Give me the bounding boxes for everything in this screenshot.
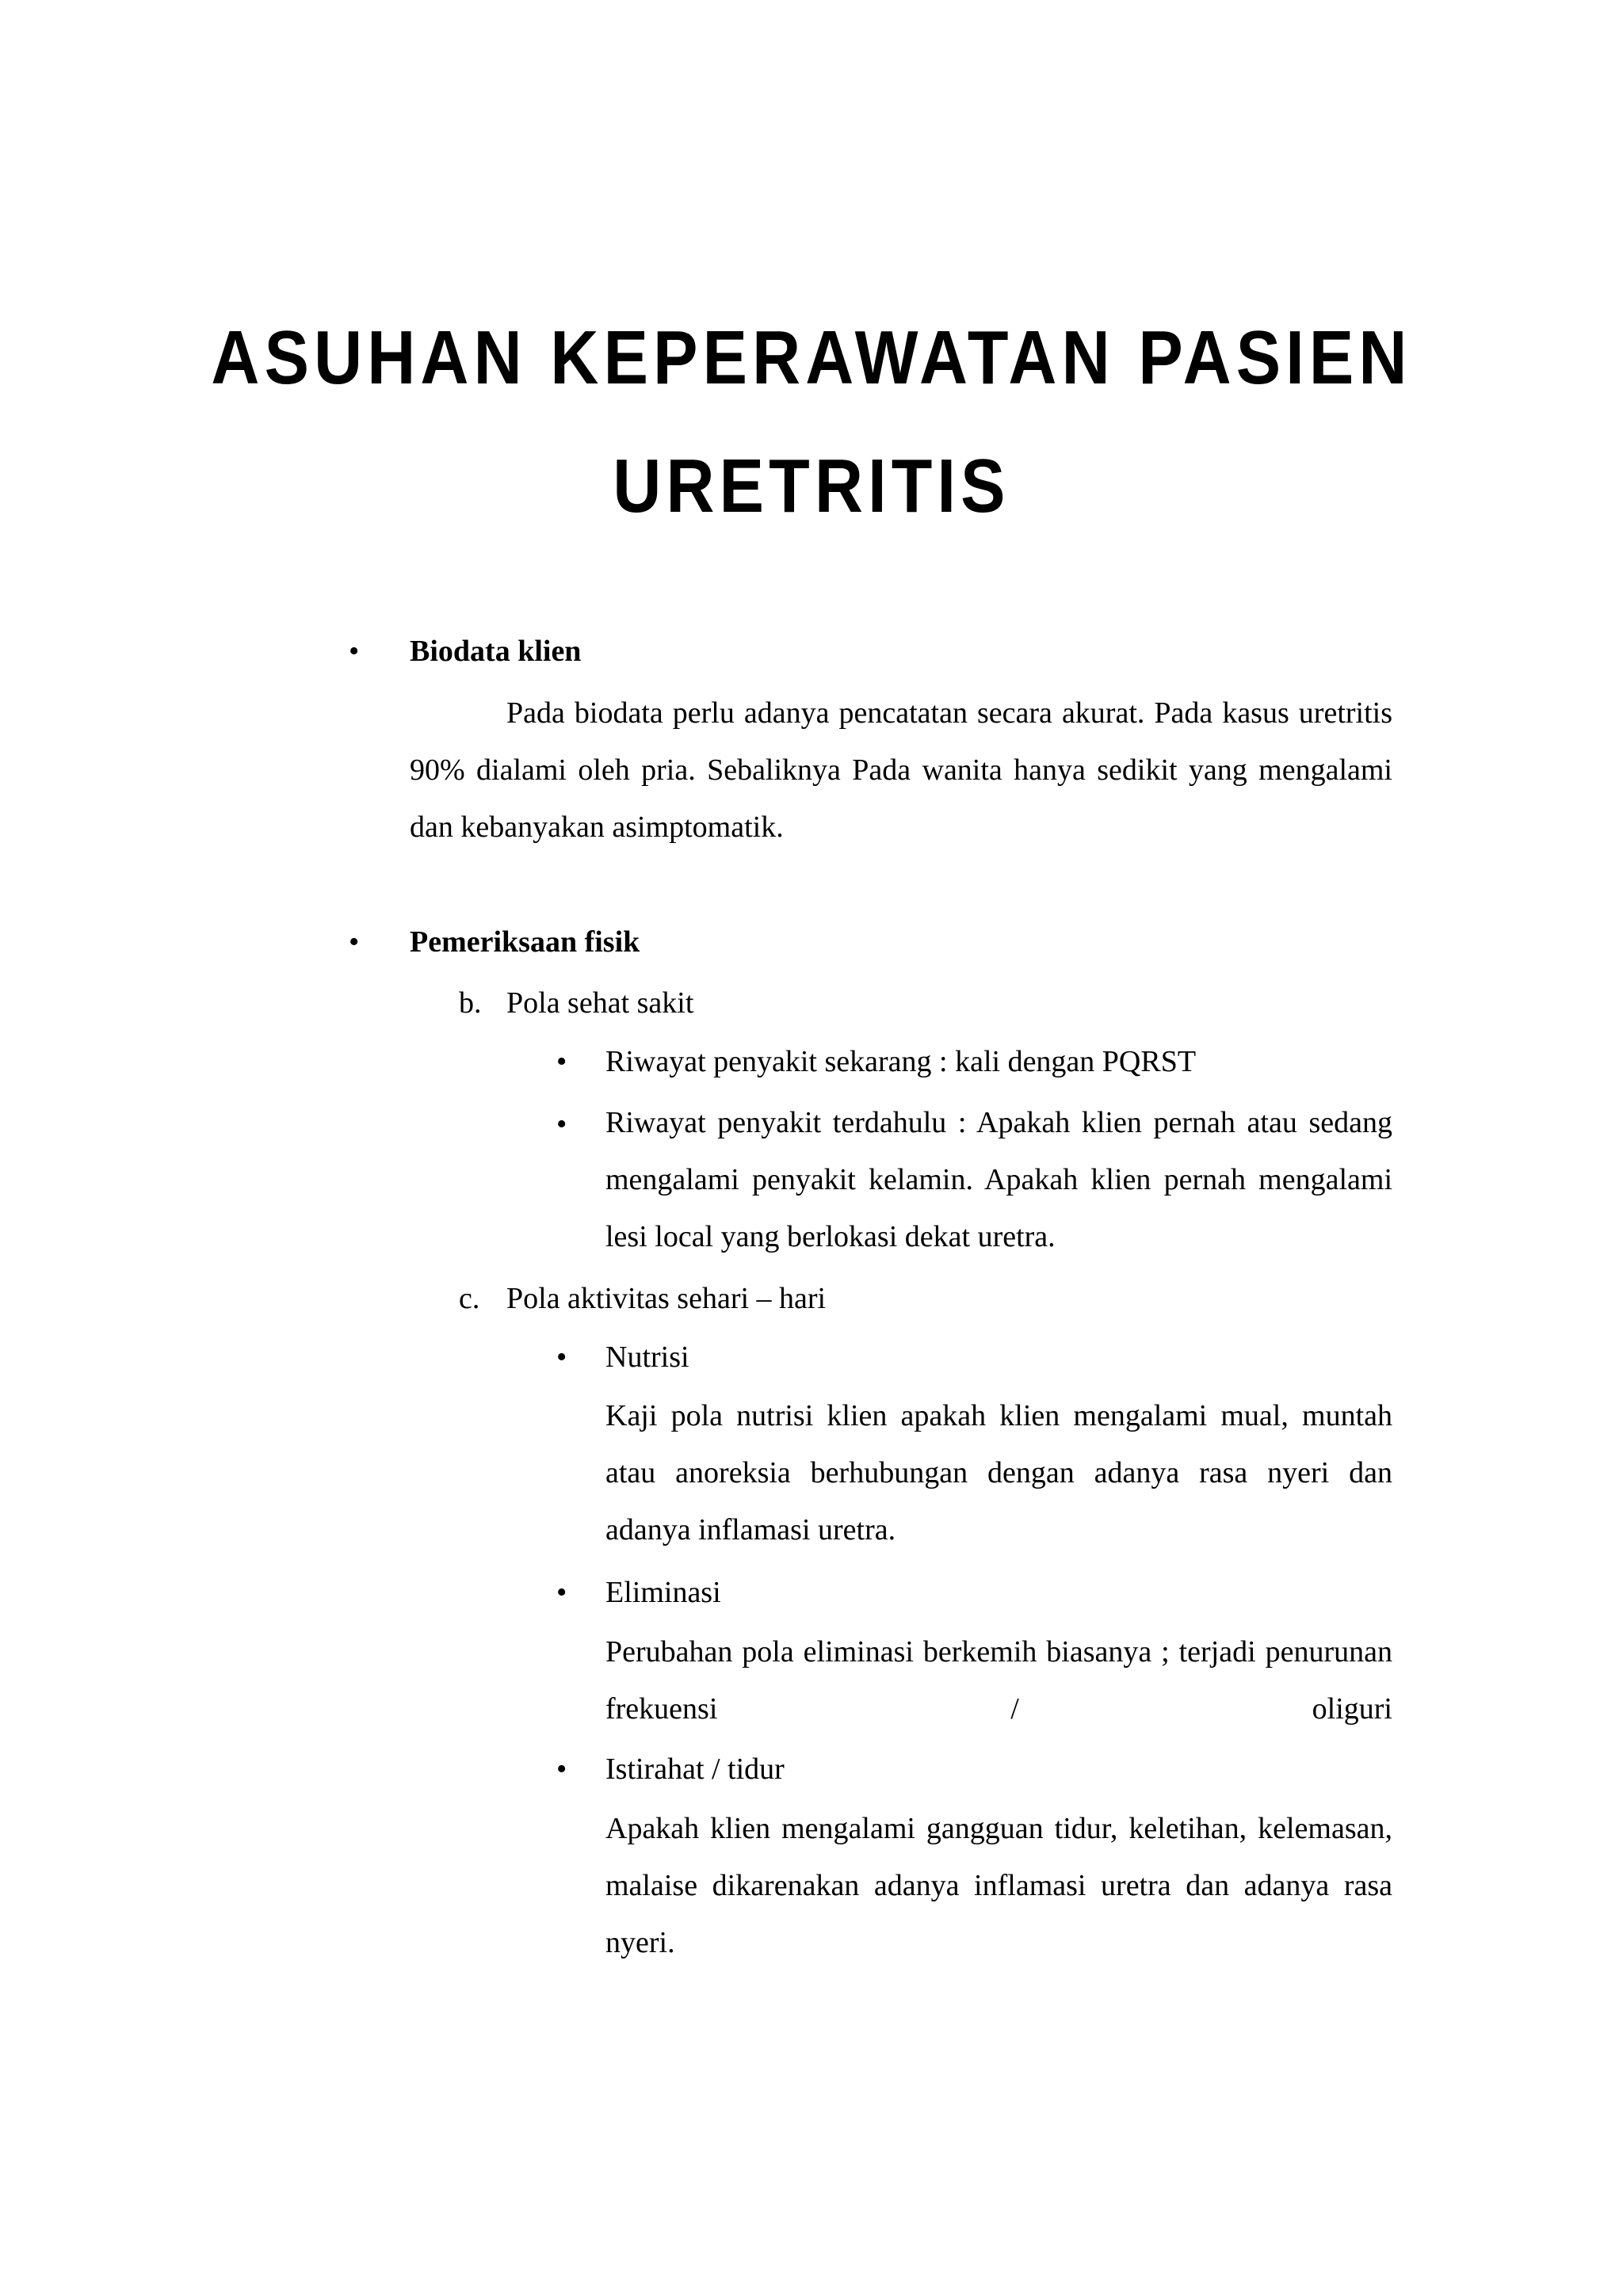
bullet: •	[349, 925, 360, 959]
bullet: •	[556, 1108, 567, 1141]
bullet: •	[556, 1341, 567, 1374]
bullet: •	[556, 1045, 567, 1078]
title-line-2: URETRITIS	[613, 444, 1010, 528]
sub-item-b	[459, 986, 693, 1020]
list-item-paragraph: Apakah klien mengalami gangguan tidur, keletihan, kelemasan, malaise dikarenakan adanya inflamasi uretra dan adanya rasa nyeri.	[605, 1812, 1392, 1959]
list-item-label: Nutrisi	[605, 1341, 689, 1374]
list-marker: c.	[459, 1282, 480, 1315]
biodata-paragraph: Pada biodata perlu adanya pencatatan secara akurat. Pada kasus uretritis 90% dialami oleh pria. Sebaliknya Pada wanita hanya sedikit yang mengalami dan kebanyakan asimptomatik.	[410, 696, 1392, 844]
list-item-paragraph: Kaji pola nutrisi klien apakah klien mengalami mual, muntah atau anoreksia berhubungan dengan adanya rasa nyeri dan adanya inflamasi uretra.	[605, 1399, 1392, 1547]
title-line-1: ASUHAN KEPERAWATAN PASIEN	[211, 315, 1412, 400]
section-heading: Pemeriksaan fisik	[410, 925, 640, 959]
bullet: •	[349, 635, 360, 668]
list-item-label: Istirahat / tidur	[605, 1753, 785, 1786]
section-heading: Biodata klien	[410, 635, 582, 668]
sub-item-c	[459, 1281, 826, 1316]
list-item-label: Eliminasi	[605, 1576, 721, 1609]
list-item-paragraph: Perubahan pola eliminasi berkemih biasanya ; terjadi penurunan frekuensi / oliguri	[605, 1635, 1392, 1726]
sub-item-label: Pola aktivitas sehari – hari	[506, 1282, 827, 1315]
list-item-paragraph: Riwayat penyakit terdahulu : Apakah klien pernah atau sedang mengalami penyakit kelamin. Apakah klien pernah mengalami lesi local yang berlokasi dekat uretra.	[605, 1106, 1392, 1253]
bullet: •	[556, 1753, 567, 1786]
list-item-text: Riwayat penyakit sekarang : kali dengan PQRST	[605, 1045, 1197, 1078]
list-marker: b.	[459, 986, 482, 1020]
bullet: •	[556, 1576, 567, 1609]
sub-item-label: Pola sehat sakit	[506, 986, 694, 1020]
